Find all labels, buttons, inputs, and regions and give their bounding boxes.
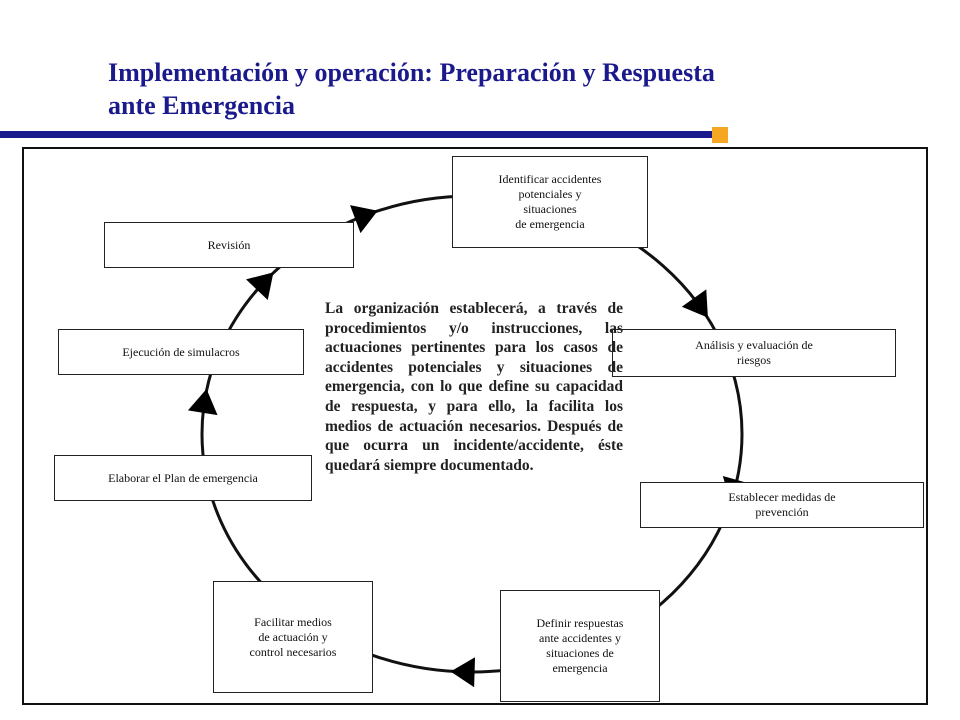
cycle-arrowhead-2 <box>682 289 708 317</box>
slide-title: Implementación y operación: Preparación y Respuesta ante Emergencia <box>108 58 715 120</box>
center-description: La organización establecerá, a través de procedimientos y/o instrucciones, las actuaciones pertinentes para los casos de accidentes potenciales y situaciones de emergencia, con lo que define su capacidad de respuesta, y para ello, la facilita los medios de actuación necesarios. Después de que ocurra un incidente/accidente, éste quedará siempre documentado. <box>325 300 623 474</box>
title-accent-square <box>712 127 728 143</box>
step-identificar-accidentes: Identificar accidentes potenciales y situaciones de emergencia <box>452 156 648 248</box>
step-ejecucion-simulacros: Ejecución de simulacros <box>58 329 304 375</box>
cycle-arrowhead-5 <box>451 657 475 687</box>
step-elaborar-plan: Elaborar el Plan de emergencia <box>54 455 312 501</box>
step-revision: Revisión <box>104 222 354 268</box>
step-definir-respuestas: Definir respuestas ante accidentes y situaciones de emergencia <box>500 590 660 702</box>
emergency-cycle-diagram <box>22 147 928 705</box>
step-analisis-riesgos: Análisis y evaluación de riesgos <box>612 329 896 377</box>
cycle-arrowhead-7 <box>188 389 218 415</box>
title-underline-bar <box>0 131 712 138</box>
step-establecer-prevencion: Establecer medidas de prevención <box>640 482 924 528</box>
step-facilitar-medios: Facilitar medios de actuación y control necesarios <box>213 581 373 693</box>
